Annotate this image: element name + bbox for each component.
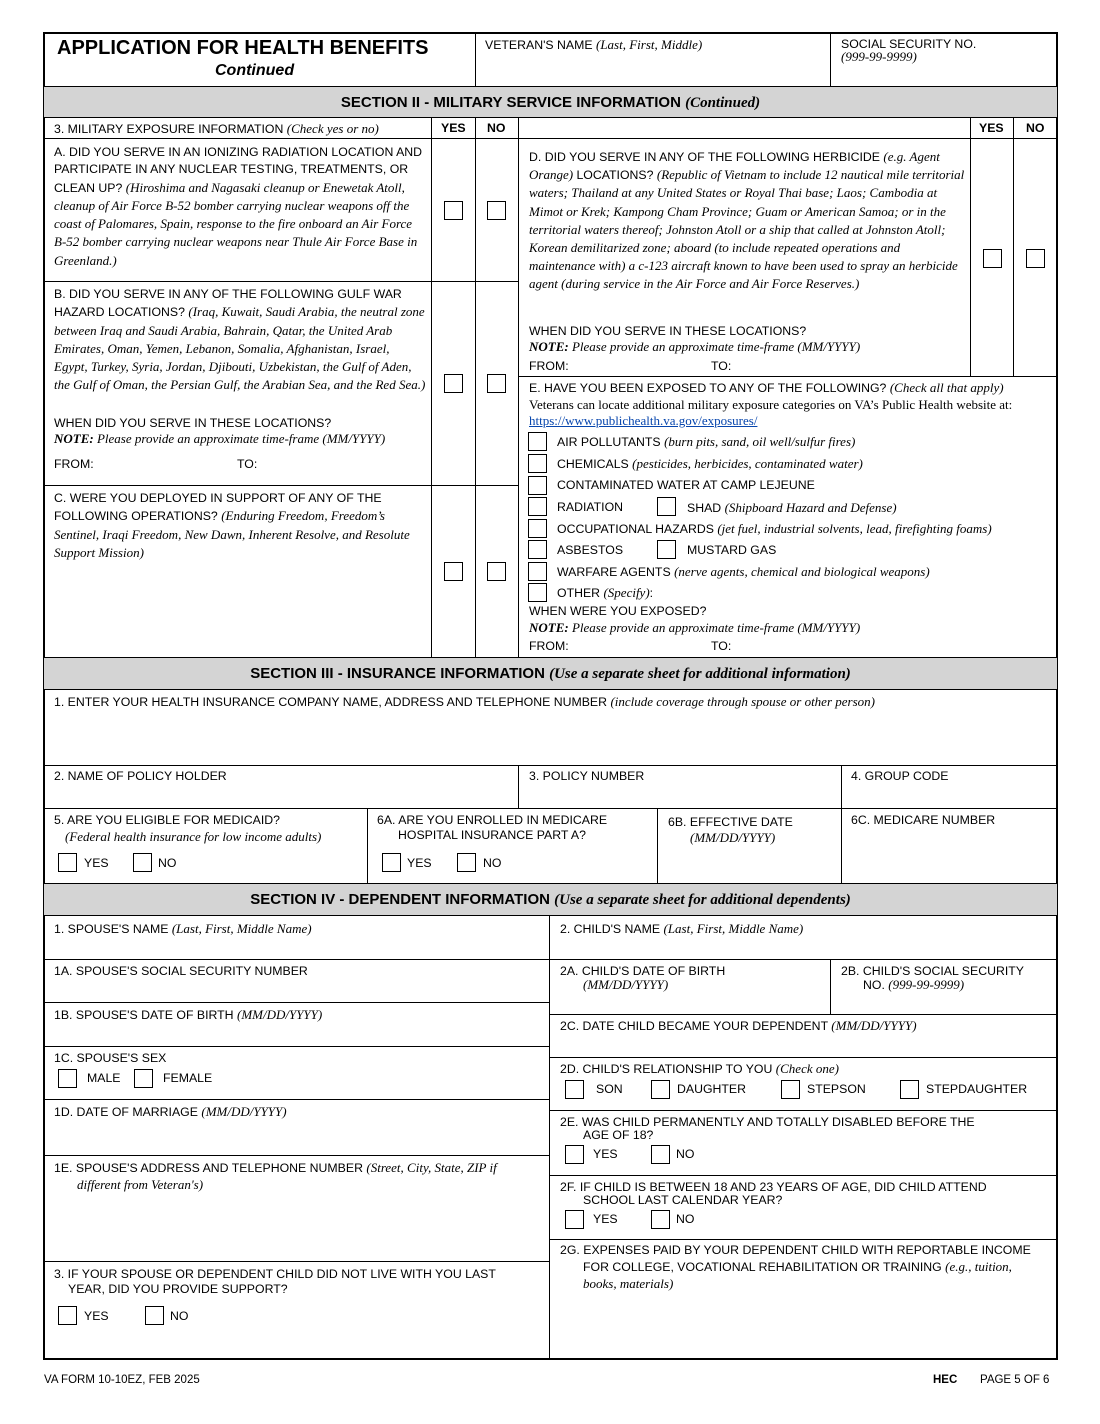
radiation-checkbox[interactable]: [528, 497, 547, 516]
air-pollutants-label: AIR POLLUTANTS (burn pits, sand, oil well/sulfur fires): [557, 434, 856, 449]
policy-number-field[interactable]: [524, 784, 836, 806]
occupational-hazards-checkbox[interactable]: [528, 519, 547, 538]
q-a-yes-checkbox[interactable]: [444, 201, 463, 220]
yes-col-header: YES: [441, 121, 466, 135]
stepdaughter-label: STEPDAUGHTER: [926, 1082, 1028, 1096]
question-a: A. DID YOU SERVE IN AN IONIZING RADIATION LOCATION AND PARTICIPATE IN ANY NUCLEAR TESTING, TREATMENTS, OR CLEAN UP? (Hiroshima and Nagasaki cleanup or Enewetak Atoll, cleanup of Air Force B-52 bomber carrying nuclear weapons off the coast of Palomares, Spain, response to the fire onboard an Air Force B-52 bomber carrying nuclear weapons near Thule Air Force Base in Greenland.): [54, 145, 423, 268]
medicaid-label: 5. ARE YOU ELIGIBLE FOR MEDICAID?: [54, 813, 280, 827]
spouse-ssn-label: 1A. SPOUSE'S SOCIAL SECURITY NUMBER: [54, 964, 308, 978]
policy-number-label: 3. POLICY NUMBER: [529, 769, 645, 783]
q-e-to-label: TO:: [711, 639, 732, 653]
medicaid-hint: (Federal health insurance for low income adults): [65, 829, 322, 844]
q-d-note: NOTE: Please provide an approximate time-frame (MM/YYYY): [529, 339, 861, 354]
other-exposure-field[interactable]: [665, 584, 1050, 602]
son-checkbox[interactable]: [565, 1080, 584, 1099]
q-e-from-label: FROM:: [529, 639, 569, 653]
asbestos-label: ASBESTOS: [557, 543, 624, 557]
q-d-to-field[interactable]: [735, 357, 965, 374]
child-ssn-field[interactable]: [836, 993, 1052, 1011]
daughter-label: DAUGHTER: [677, 1082, 747, 1096]
question-e: E. HAVE YOU BEEN EXPOSED TO ANY OF THE FOLLOWING? (Check all that apply): [529, 380, 1004, 395]
hec-label: HEC: [933, 1374, 958, 1386]
q-b-yes-checkbox[interactable]: [444, 374, 463, 393]
marriage-date-label: 1D. DATE OF MARRIAGE (MM/DD/YYYY): [54, 1104, 287, 1119]
child-expenses-label: 2G. EXPENSES PAID BY YOUR DEPENDENT CHILD WITH REPORTABLE INCOME: [560, 1243, 1031, 1257]
spouse-sex-label: 1C. SPOUSE'S SEX: [54, 1051, 167, 1065]
camp-lejeune-label: CONTAMINATED WATER AT CAMP LEJEUNE: [557, 478, 815, 492]
child-school-label: 2F. IF CHILD IS BETWEEN 18 AND 23 YEARS OF AGE, DID CHILD ATTEND: [560, 1180, 987, 1194]
q-d-from-field[interactable]: [570, 357, 705, 374]
no-col-header-right: NO: [1026, 121, 1045, 135]
child-dob-label: 2A. CHILD'S DATE OF BIRTH: [560, 964, 726, 978]
public-health-link[interactable]: https://www.publichealth.va.gov/exposures/: [529, 413, 758, 428]
medicare-enrolled-label-2: HOSPITAL INSURANCE PART A?: [398, 828, 586, 842]
spouse-male-label: MALE: [87, 1071, 121, 1085]
support-no-label: NO: [170, 1309, 189, 1323]
question-c: C. WERE YOU DEPLOYED IN SUPPORT OF ANY OF THE FOLLOWING OPERATIONS? (Enduring Freedom, Freedom’s Sentinel, Iraqi Freedom, New Dawn, Inherent Resolve, and Resolute Support Mission): [54, 491, 410, 560]
yes-col-header-right: YES: [979, 121, 1004, 135]
spouse-ssn-field[interactable]: [50, 980, 544, 1000]
medicare-enrolled-label: 6A. ARE YOU ENROLLED IN MEDICARE: [377, 813, 608, 827]
effective-date-field[interactable]: [663, 848, 835, 880]
veteran-name-label: VETERAN'S NAME (Last, First, Middle): [485, 37, 703, 52]
q-d-when-label: WHEN DID YOU SERVE IN THESE LOCATIONS?: [529, 324, 807, 338]
stepson-label: STEPSON: [807, 1082, 866, 1096]
occupational-hazards-label: OCCUPATIONAL HAZARDS (jet fuel, industrial solvents, lead, firefighting foams): [557, 521, 992, 536]
form-subtitle: Continued: [215, 62, 295, 79]
camp-lejeune-checkbox[interactable]: [528, 476, 547, 495]
child-school-label-2: SCHOOL LAST CALENDAR YEAR?: [583, 1193, 783, 1207]
child-relationship-label: 2D. CHILD'S RELATIONSHIP TO YOU (Check one): [560, 1061, 839, 1076]
child-expenses-label-2: FOR COLLEGE, VOCATIONAL REHABILITATION OR TRAINING (e.g., tuition,: [583, 1259, 1012, 1274]
policy-holder-label: 2. NAME OF POLICY HOLDER: [54, 769, 227, 783]
q-d-from-label: FROM:: [529, 359, 569, 373]
support-question-label: 3. IF YOUR SPOUSE OR DEPENDENT CHILD DID NOT LIVE WITH YOU LAST: [54, 1267, 496, 1281]
policy-holder-field[interactable]: [50, 784, 512, 806]
other-exposure-checkbox[interactable]: [528, 583, 547, 602]
chemicals-label: CHEMICALS (pesticides, herbicides, contaminated water): [557, 456, 863, 471]
child-disabled-yes-label: YES: [593, 1147, 618, 1161]
question-e-info: Veterans can locate additional military exposure categories on VA’s Public Health website at: https://www.publichealth.va.gov/exposures/: [529, 397, 1013, 428]
section-ii-header: SECTION II - MILITARY SERVICE INFORMATION (Continued): [44, 86, 1057, 118]
son-label: SON: [596, 1082, 623, 1096]
q3-label: 3. MILITARY EXPOSURE INFORMATION (Check yes or no): [54, 121, 379, 136]
medicare-number-label: 6C. MEDICARE NUMBER: [851, 813, 996, 827]
asbestos-checkbox[interactable]: [528, 540, 547, 559]
medicare-no-label: NO: [483, 856, 502, 870]
medicare-no-checkbox[interactable]: [457, 853, 476, 872]
q-e-note: NOTE: Please provide an approximate time-frame (MM/YYYY): [529, 620, 861, 635]
child-dob-hint: (MM/DD/YYYY): [583, 977, 669, 992]
q-a-no-checkbox[interactable]: [487, 201, 506, 220]
medicare-yes-checkbox[interactable]: [382, 853, 401, 872]
medicare-number-field[interactable]: [847, 830, 1052, 880]
child-dependent-date-field[interactable]: [555, 1034, 1052, 1054]
child-dependent-date-label: 2C. DATE CHILD BECAME YOUR DEPENDENT (MM/DD/YYYY): [560, 1018, 917, 1033]
shad-label: SHAD (Shipboard Hazard and Defense): [687, 500, 897, 515]
child-disabled-label: 2E. WAS CHILD PERMANENTLY AND TOTALLY DISABLED BEFORE THE: [560, 1115, 975, 1129]
question-b: B. DID YOU SERVE IN ANY OF THE FOLLOWING GULF WAR HAZARD LOCATIONS? (Iraq, Kuwait, Saudi Arabia, the neutral zone between Iraq and Saudi Arabia, Bahrain, Qatar, the United Arab Emirates, Oman, Yemen, Lebanon, Somalia, Afghanistan, Israel, Egypt, Turkey, Syria, Jordan, Djibouti, Uzbekistan, the Gulf of Aden, the Gulf of Oman, the Persian Gulf, the Arabian Sea, and the Red Sea.): [54, 287, 426, 393]
marriage-date-field[interactable]: [50, 1120, 544, 1152]
spouse-female-checkbox[interactable]: [134, 1069, 153, 1088]
spouse-female-label: FEMALE: [163, 1071, 213, 1085]
shad-checkbox[interactable]: [657, 497, 676, 516]
q-b-note: NOTE: Please provide an approximate time-frame (MM/YYYY): [54, 431, 386, 446]
chemicals-checkbox[interactable]: [528, 454, 547, 473]
radiation-label: RADIATION: [557, 500, 624, 514]
medicaid-no-label: NO: [158, 856, 177, 870]
q-b-when-label: WHEN DID YOU SERVE IN THESE LOCATIONS?: [54, 416, 332, 430]
spouse-name-field[interactable]: [50, 937, 544, 957]
mustard-gas-label: MUSTARD GAS: [687, 543, 777, 557]
mustard-gas-checkbox[interactable]: [657, 540, 676, 559]
q-c-no-checkbox[interactable]: [487, 562, 506, 581]
medicaid-yes-label: YES: [84, 856, 109, 870]
air-pollutants-checkbox[interactable]: [528, 432, 547, 451]
child-school-yes-checkbox[interactable]: [565, 1210, 584, 1229]
child-disabled-label-2: AGE OF 18?: [583, 1128, 654, 1142]
warfare-agents-label: WARFARE AGENTS (nerve agents, chemical and biological weapons): [557, 564, 930, 579]
spouse-address-label: 1E. SPOUSE'S ADDRESS AND TELEPHONE NUMBER (Street, City, State, ZIP if: [54, 1160, 497, 1175]
q-e-from-field[interactable]: [570, 637, 705, 655]
support-question-label-2: YEAR, DID YOU PROVIDE SUPPORT?: [68, 1282, 288, 1296]
support-no-checkbox[interactable]: [145, 1306, 164, 1325]
section-iv-header: SECTION IV - DEPENDENT INFORMATION (Use a separate sheet for additional dependents): [44, 883, 1057, 916]
group-code-label: 4. GROUP CODE: [851, 769, 949, 783]
medicaid-yes-checkbox[interactable]: [58, 853, 77, 872]
child-expenses-hint: books, materials): [583, 1276, 674, 1291]
child-dob-field[interactable]: [555, 993, 825, 1011]
no-col-header: NO: [487, 121, 506, 135]
ssn-label: SOCIAL SECURITY NO.: [841, 37, 977, 51]
veteran-name-field[interactable]: [480, 52, 825, 84]
warfare-agents-checkbox[interactable]: [528, 562, 547, 581]
child-ssn-label: 2B. CHILD'S SOCIAL SECURITY: [841, 964, 1024, 978]
spouse-address-field[interactable]: [50, 1194, 544, 1258]
spouse-male-checkbox[interactable]: [58, 1069, 77, 1088]
section-iii-header: SECTION III - INSURANCE INFORMATION (Use a separate sheet for additional information): [44, 657, 1057, 690]
ssn-hint: (999-99-9999): [841, 49, 917, 64]
child-expenses-field[interactable]: [555, 1294, 1052, 1356]
child-disabled-yes-checkbox[interactable]: [565, 1145, 584, 1164]
q-d-yes-checkbox[interactable]: [983, 249, 1002, 268]
child-disabled-no-label: NO: [676, 1147, 695, 1161]
page-number: PAGE 5 OF 6: [980, 1374, 1050, 1386]
form-id: VA FORM 10-10EZ, FEB 2025: [44, 1374, 200, 1386]
question-d: D. DID YOU SERVE IN ANY OF THE FOLLOWING HERBICIDE (e.g. Agent Orange) LOCATIONS? (Republic of Vietnam to include 12 nautical mile territorial waters; Thailand at any United States or Royal Thai base; Laos; Cambodia at Mimot or Krek; Kampong Cham Province; Guam or American Samoa; or in the territorial waters thereof; Johnston Atoll or a ship that called at Johnston Atoll; Korean demilitarized zone; aboard (to include repeated operations and maintenance with) a c-123 aircraft known to have been used to spray an herbicide agent (during service in the Air Force and Air Force Reserves.): [529, 149, 965, 292]
q-e-to-field[interactable]: [735, 637, 1050, 655]
effective-date-label: 6B. EFFECTIVE DATE: [668, 815, 793, 829]
stepdaughter-checkbox[interactable]: [900, 1080, 919, 1099]
q-b-to-label: TO:: [237, 457, 258, 471]
spouse-name-label: 1. SPOUSE'S NAME (Last, First, Middle Name): [54, 921, 312, 936]
form-title: APPLICATION FOR HEALTH BENEFITS: [57, 37, 429, 59]
support-yes-label: YES: [84, 1309, 109, 1323]
insurance-company-label: 1. ENTER YOUR HEALTH INSURANCE COMPANY NAME, ADDRESS AND TELEPHONE NUMBER (include coverage through spouse or other person): [54, 694, 875, 709]
other-exposure-label: OTHER (Specify):: [557, 585, 654, 600]
child-school-no-checkbox[interactable]: [651, 1210, 670, 1229]
medicaid-no-checkbox[interactable]: [133, 853, 152, 872]
q-b-from-field[interactable]: [95, 454, 230, 472]
child-school-no-label: NO: [676, 1212, 695, 1226]
stepson-checkbox[interactable]: [781, 1080, 800, 1099]
child-name-field[interactable]: [555, 937, 1052, 957]
child-school-yes-label: YES: [593, 1212, 618, 1226]
insurance-company-field[interactable]: [50, 710, 1050, 764]
q-b-to-field[interactable]: [262, 454, 422, 472]
child-disabled-no-checkbox[interactable]: [651, 1145, 670, 1164]
effective-date-hint: (MM/DD/YYYY): [690, 830, 776, 845]
when-exposed-label: WHEN WERE YOU EXPOSED?: [529, 604, 707, 618]
child-name-label: 2. CHILD'S NAME (Last, First, Middle Name): [560, 921, 804, 936]
q-d-to-label: TO:: [711, 359, 732, 373]
daughter-checkbox[interactable]: [651, 1080, 670, 1099]
spouse-address-hint: different from Veteran's): [77, 1177, 204, 1192]
q-d-no-checkbox[interactable]: [1026, 249, 1045, 268]
support-yes-checkbox[interactable]: [58, 1306, 77, 1325]
q-b-from-label: FROM:: [54, 457, 94, 471]
group-code-field[interactable]: [847, 784, 1052, 806]
medicare-yes-label: YES: [407, 856, 432, 870]
ssn-field[interactable]: [836, 64, 1052, 84]
spouse-dob-field[interactable]: [50, 1023, 544, 1043]
q-c-yes-checkbox[interactable]: [444, 562, 463, 581]
child-ssn-label-2: NO. (999-99-9999): [863, 977, 965, 992]
spouse-dob-label: 1B. SPOUSE'S DATE OF BIRTH (MM/DD/YYYY): [54, 1007, 323, 1022]
q-b-no-checkbox[interactable]: [487, 374, 506, 393]
